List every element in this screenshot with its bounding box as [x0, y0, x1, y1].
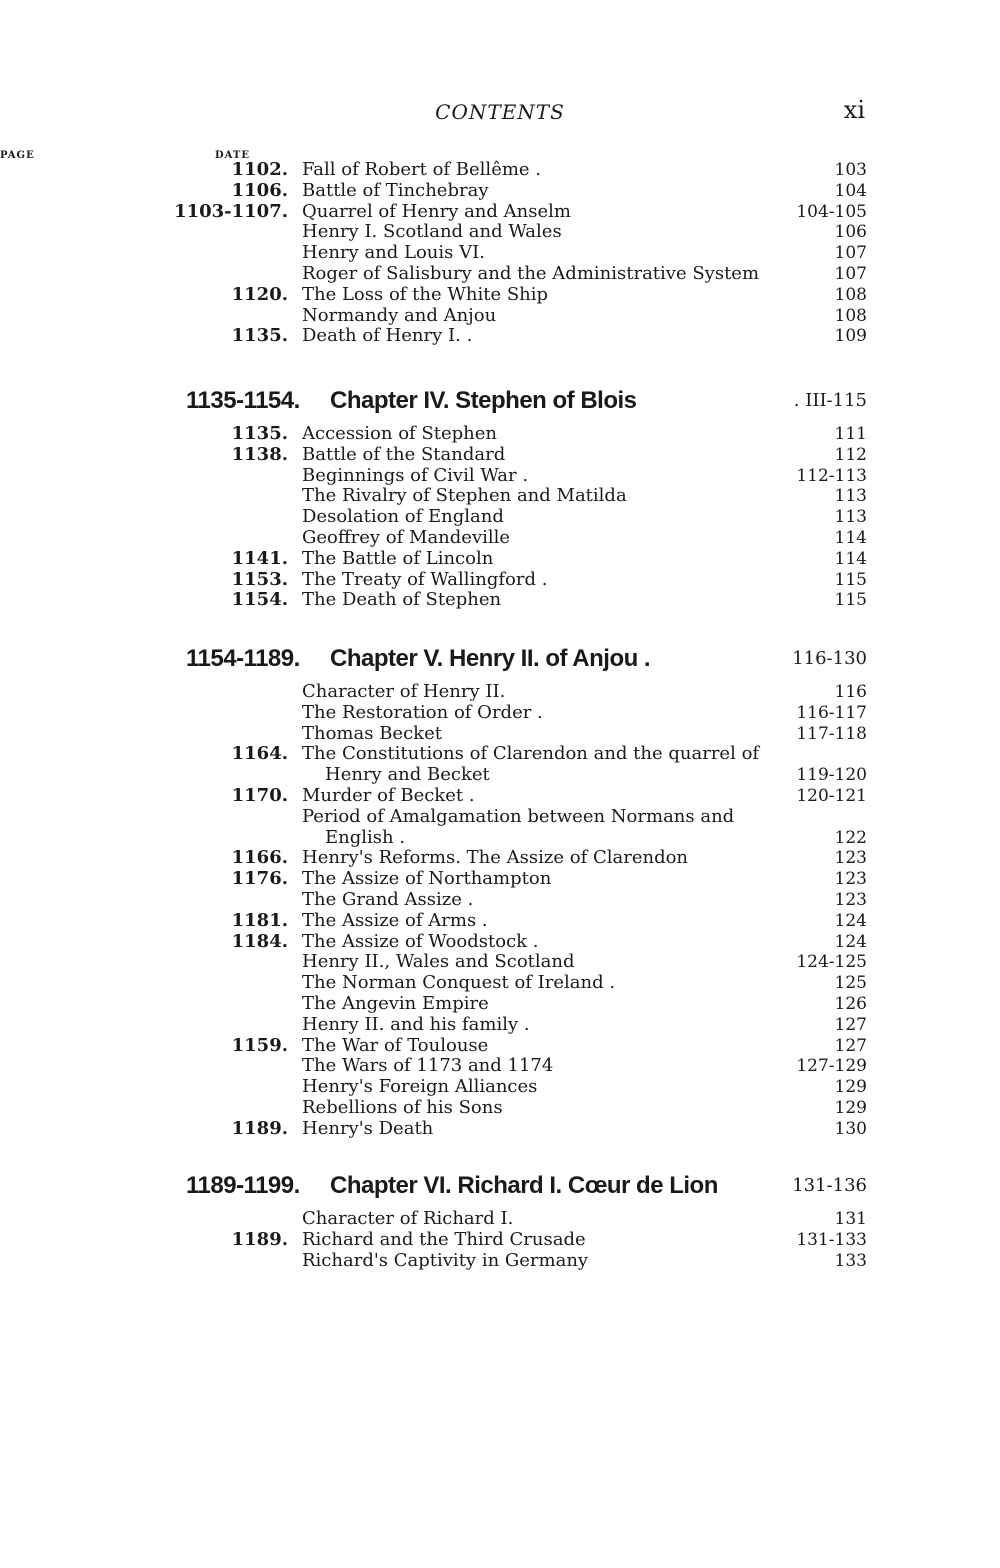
entry-title: Henry's Death	[302, 1117, 434, 1139]
entry-page: 107	[834, 263, 867, 284]
entry-title: Battle of the Standard	[302, 443, 506, 465]
entry-date: 1120.	[231, 283, 288, 305]
entry-title: Desolation of England	[302, 506, 504, 528]
chapter-dates: 1135-1154.	[186, 387, 300, 414]
entry-page: 116-117	[796, 702, 867, 723]
entry-date: 1106.	[231, 179, 288, 201]
entry-title: Character of Henry II.	[302, 681, 506, 702]
chapter-dates: 1189-1199.	[186, 1172, 300, 1199]
entry-page: 123	[834, 869, 867, 890]
entry-page: 125	[834, 973, 867, 994]
entry-page: 131	[834, 1209, 867, 1229]
contents-entry	[0, 549, 1000, 570]
entry-date: 1164.	[231, 743, 288, 765]
entry-date: 1189.	[231, 1228, 288, 1250]
entry-date: 1166.	[231, 847, 288, 869]
entry-title: Henry II., Wales and Scotland	[302, 951, 575, 973]
entry-date: 1189.	[231, 1117, 288, 1139]
contents-entry	[0, 1098, 1000, 1119]
entry-title: Quarrel of Henry and Anselm	[302, 200, 571, 222]
contents-entry	[0, 1119, 1000, 1140]
contents-entry	[0, 869, 1000, 890]
entry-date: 1153.	[231, 568, 288, 590]
entry-page: 107	[834, 243, 867, 264]
entry-title: The Wars of 1173 and 1174	[302, 1055, 554, 1077]
contents-entry	[0, 786, 1000, 807]
entry-title: The War of Toulouse	[302, 1034, 489, 1056]
chapter-pages: . III-115	[793, 390, 867, 411]
entry-title: Normandy and Anjou	[302, 304, 497, 326]
entry-date: 1138.	[231, 443, 288, 465]
chapter-heading	[0, 636, 1000, 682]
entry-date: 1184.	[231, 930, 288, 952]
contents-entry	[0, 570, 1000, 591]
entry-title: English .	[325, 826, 406, 848]
entry-page: 103	[834, 160, 867, 180]
contents-section	[0, 636, 1000, 1140]
entry-title: Beginnings of Civil War .	[302, 464, 529, 486]
entry-title: Henry II. and his family .	[302, 1013, 530, 1035]
entry-title: Henry's Foreign Alliances	[302, 1076, 538, 1098]
entry-date: 1103-1107.	[174, 200, 288, 222]
entry-page: 133	[834, 1250, 867, 1271]
entry-page: 112-113	[796, 465, 867, 486]
contents-entry	[0, 264, 1000, 285]
entry-title: Death of Henry I. .	[302, 325, 473, 347]
contents-entry	[0, 932, 1000, 953]
entry-date: 1170.	[231, 784, 288, 806]
contents-entry	[0, 528, 1000, 549]
entry-page: 129	[834, 1097, 867, 1118]
contents-entry	[0, 590, 1000, 611]
entry-page: 131-133	[796, 1229, 867, 1250]
entry-date: 1135.	[231, 325, 288, 347]
contents-entry	[0, 1251, 1000, 1272]
entry-date: 1154.	[231, 589, 288, 611]
contents-entry	[0, 744, 1000, 765]
entry-title: Accession of Stephen	[302, 423, 497, 444]
entry-page: 123	[834, 848, 867, 869]
contents-entry	[0, 285, 1000, 306]
entry-page: 127	[834, 1035, 867, 1056]
contents-entry	[0, 326, 1000, 347]
entry-date: 1176.	[231, 868, 288, 890]
entry-date: 1135.	[231, 423, 288, 444]
contents-entry	[0, 911, 1000, 932]
entry-page: 113	[834, 486, 867, 507]
date-column-header: DATE	[215, 150, 250, 161]
entry-title: The Angevin Empire	[302, 992, 489, 1014]
entry-title: Murder of Becket .	[302, 784, 475, 806]
entry-title: Richard's Captivity in Germany	[302, 1249, 589, 1271]
entry-title: The Loss of the White Ship	[302, 283, 549, 305]
contents-entry	[0, 724, 1000, 745]
contents-entry	[0, 703, 1000, 724]
entry-title: The Restoration of Order .	[302, 701, 543, 723]
entry-title: The Death of Stephen	[302, 589, 502, 611]
entry-title: The Grand Assize .	[302, 888, 474, 910]
chapter-dates: 1154-1189.	[186, 645, 300, 672]
chapter-title: Chapter VI. Richard I. Cœur de Lion	[330, 1172, 718, 1199]
entry-title: Henry and Becket	[325, 764, 490, 786]
entry-title: The Assize of Arms .	[302, 909, 488, 931]
entry-page: 127-129	[796, 1056, 867, 1077]
entry-page: 108	[834, 305, 867, 326]
entry-page: 114	[834, 527, 867, 548]
entry-page: 117-118	[796, 723, 867, 744]
chapter-heading	[0, 378, 1000, 424]
contents-entry	[0, 466, 1000, 487]
contents-section	[0, 160, 1000, 347]
entry-title: The Battle of Lincoln	[302, 547, 494, 569]
entry-title: Rebellions of his Sons	[302, 1096, 503, 1118]
contents-entry	[0, 994, 1000, 1015]
entry-page: 115	[834, 590, 867, 611]
entry-page: 106	[834, 222, 867, 243]
entry-page: 111	[834, 424, 867, 444]
contents-entry	[0, 828, 1000, 849]
entry-page: 124	[834, 931, 867, 952]
entry-date: 1159.	[231, 1034, 288, 1056]
entry-title: The Norman Conquest of Ireland .	[302, 972, 616, 994]
entry-page: 115	[834, 569, 867, 590]
contents-entry	[0, 1036, 1000, 1057]
contents-entry	[0, 1015, 1000, 1036]
contents-entry	[0, 952, 1000, 973]
contents-entry	[0, 243, 1000, 264]
page-number: xi	[843, 96, 865, 124]
entry-title: The Assize of Northampton	[302, 868, 552, 890]
entry-page: 123	[834, 889, 867, 910]
entry-title: Geoffrey of Mandeville	[302, 526, 511, 548]
entry-title: The Constitutions of Clarendon and the quarrel of	[302, 743, 760, 765]
page-title: CONTENTS	[435, 100, 565, 124]
entry-page: 120-121	[796, 785, 867, 806]
contents-entry	[0, 445, 1000, 466]
entry-page: 124-125	[796, 952, 867, 973]
entry-title: Henry's Reforms. The Assize of Clarendon	[302, 847, 689, 869]
contents-entry	[0, 1077, 1000, 1098]
entry-page: 124	[834, 910, 867, 931]
contents-entry	[0, 890, 1000, 911]
entry-date: 1141.	[231, 547, 288, 569]
entry-title: The Rivalry of Stephen and Matilda	[302, 485, 627, 507]
entry-title: Battle of Tinchebray	[302, 179, 489, 201]
entry-page: 127	[834, 1014, 867, 1035]
entry-title: Character of Richard I.	[302, 1208, 514, 1229]
entry-title: Henry I. Scotland and Wales	[302, 221, 562, 243]
entry-title: Fall of Robert of Bellême .	[302, 159, 542, 180]
entry-page: 112	[834, 444, 867, 465]
entry-title: Period of Amalgamation between Normans and	[302, 805, 735, 827]
entry-title: Henry and Louis VI.	[302, 242, 485, 264]
entry-title: Roger of Salisbury and the Administrative System	[302, 262, 760, 284]
entry-page: 116	[834, 682, 867, 702]
contents-entry	[0, 973, 1000, 994]
entry-page: 108	[834, 284, 867, 305]
contents-entry	[0, 1209, 1000, 1230]
entry-date: 1102.	[231, 159, 288, 180]
contents-entry	[0, 848, 1000, 869]
contents-entry	[0, 181, 1000, 202]
contents-entry	[0, 682, 1000, 703]
chapter-pages: 116-130	[792, 648, 867, 669]
entry-title: The Assize of Woodstock .	[302, 930, 539, 952]
contents-entry	[0, 1230, 1000, 1251]
entry-title: The Treaty of Wallingford .	[302, 568, 548, 590]
page-column-header: PAGE	[0, 150, 35, 161]
chapter-heading	[0, 1163, 1000, 1209]
entry-title: Thomas Becket	[302, 722, 442, 744]
entry-date: 1181.	[231, 909, 288, 931]
contents-entry	[0, 160, 1000, 181]
entry-page: 119-120	[796, 765, 867, 786]
entry-page: 104-105	[796, 201, 867, 222]
contents-entry	[0, 306, 1000, 327]
contents-entry	[0, 202, 1000, 223]
entry-page: 129	[834, 1077, 867, 1098]
entry-page: 126	[834, 993, 867, 1014]
contents-section	[0, 1163, 1000, 1271]
contents-entry	[0, 222, 1000, 243]
contents-entry	[0, 765, 1000, 786]
chapter-title: Chapter IV. Stephen of Blois	[330, 387, 637, 414]
contents-entry	[0, 807, 1000, 828]
entry-page: 114	[834, 548, 867, 569]
chapter-title: Chapter V. Henry II. of Anjou .	[330, 645, 651, 672]
entry-page: 109	[834, 326, 867, 347]
contents-entry	[0, 507, 1000, 528]
contents-section	[0, 378, 1000, 611]
entry-title: Richard and the Third Crusade	[302, 1228, 586, 1250]
entry-page: 122	[834, 827, 867, 848]
contents-entry	[0, 486, 1000, 507]
entry-page: 104	[834, 180, 867, 201]
entry-page: 113	[834, 507, 867, 528]
contents-entry	[0, 1056, 1000, 1077]
entry-page: 130	[834, 1118, 867, 1139]
chapter-pages: 131-136	[792, 1175, 867, 1196]
contents-entry	[0, 424, 1000, 445]
